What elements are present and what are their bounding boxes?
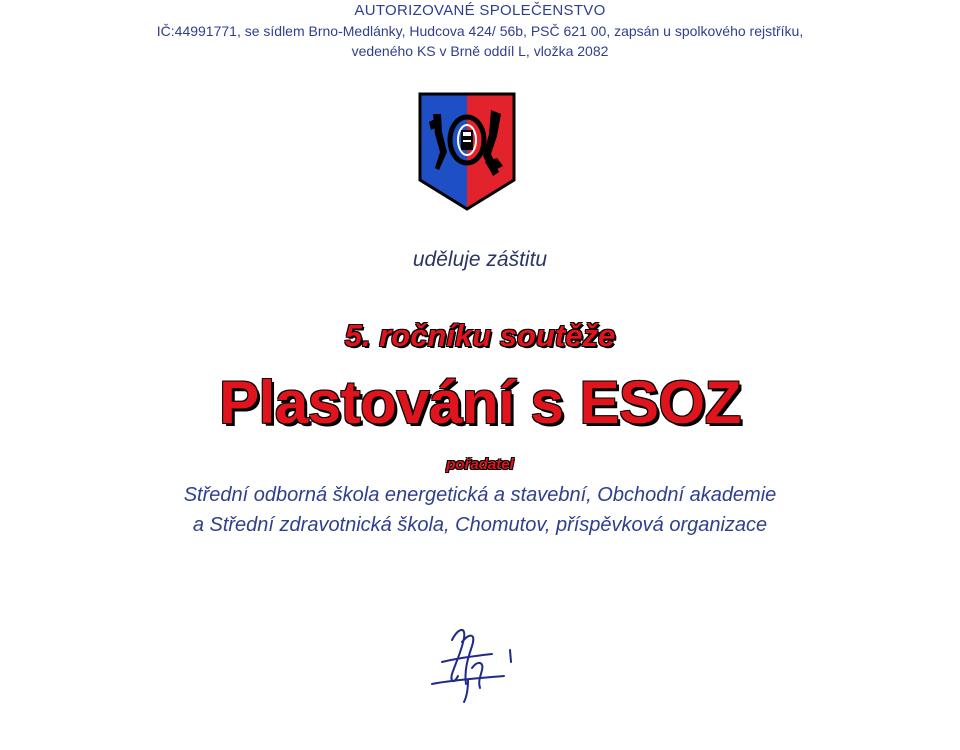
organizer-label: pořadatel (446, 456, 514, 473)
organizer-name-line1: Střední odborná škola energetická a stavební, Obchodní akademie (183, 484, 777, 506)
association-name: AUTORIZOVANÉ SPOLEČENSTVO (354, 2, 606, 19)
handwritten-signature-icon (412, 610, 532, 710)
competition-edition: 5. ročníku soutěže (344, 318, 616, 353)
organizer-name-line2: a Střední zdravotnická škola, Chomutov, příspěvková organizace (192, 514, 768, 536)
registry-court-info: vedeného KS v Brně oddíl L, vložka 2082 (351, 43, 609, 59)
competition-title: Plastování s ESOZ (219, 369, 741, 436)
registration-info: IČ:44991771, se sídlem Brno-Medlánky, Hudcova 424/ 56b, PSČ 621 00, zapsán u spolkového rejstříku, (156, 23, 804, 39)
shield-emblem-icon (417, 92, 517, 212)
patronage-intro: uděluje záštitu (412, 248, 548, 271)
